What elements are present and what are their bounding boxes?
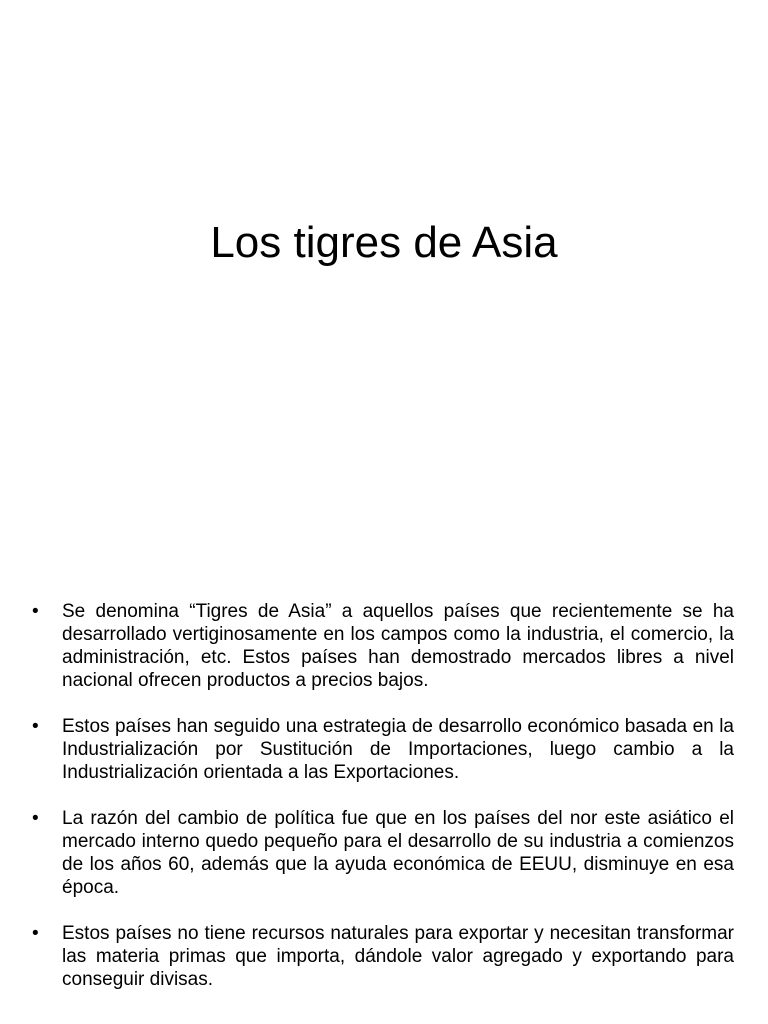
bullet-text: Estos países han seguido una estrategia de desarrollo económico basada en la Industrialización por Sustitución de Importaciones, luego cambio a la Industrialización orientada a las Exportaciones.: [62, 716, 734, 783]
bullet-item: [32, 922, 734, 991]
bullet-marker: •: [32, 716, 39, 737]
bullet-marker: •: [32, 601, 39, 622]
bullet-item: [32, 600, 734, 692]
bullet-list: [32, 600, 734, 1014]
bullet-marker: •: [32, 923, 39, 944]
bullet-item: [32, 807, 734, 899]
bullet-marker: •: [32, 808, 39, 829]
slide-title: Los tigres de Asia: [210, 218, 558, 267]
bullet-text: La razón del cambio de política fue que en los países del nor este asiático el mercado interno quedo pequeño para el desarrollo de su industria a comienzos de los años 60, además que la ayuda económica de EEUU, disminuye en esa época.: [62, 808, 734, 898]
bullet-text: Se denomina “Tigres de Asia” a aquellos países que recientemente se ha desarrollado vertiginosamente en los campos como la industria, el comercio, la administración, etc. Estos países han demostrado mercados libres a nivel nacional ofrecen productos a precios bajos.: [62, 601, 734, 691]
bullet-text: Estos países no tiene recursos naturales para exportar y necesitan transformar las materia primas que importa, dándole valor agregado y exportando para conseguir divisas.: [62, 923, 734, 990]
bullet-item: [32, 715, 734, 784]
